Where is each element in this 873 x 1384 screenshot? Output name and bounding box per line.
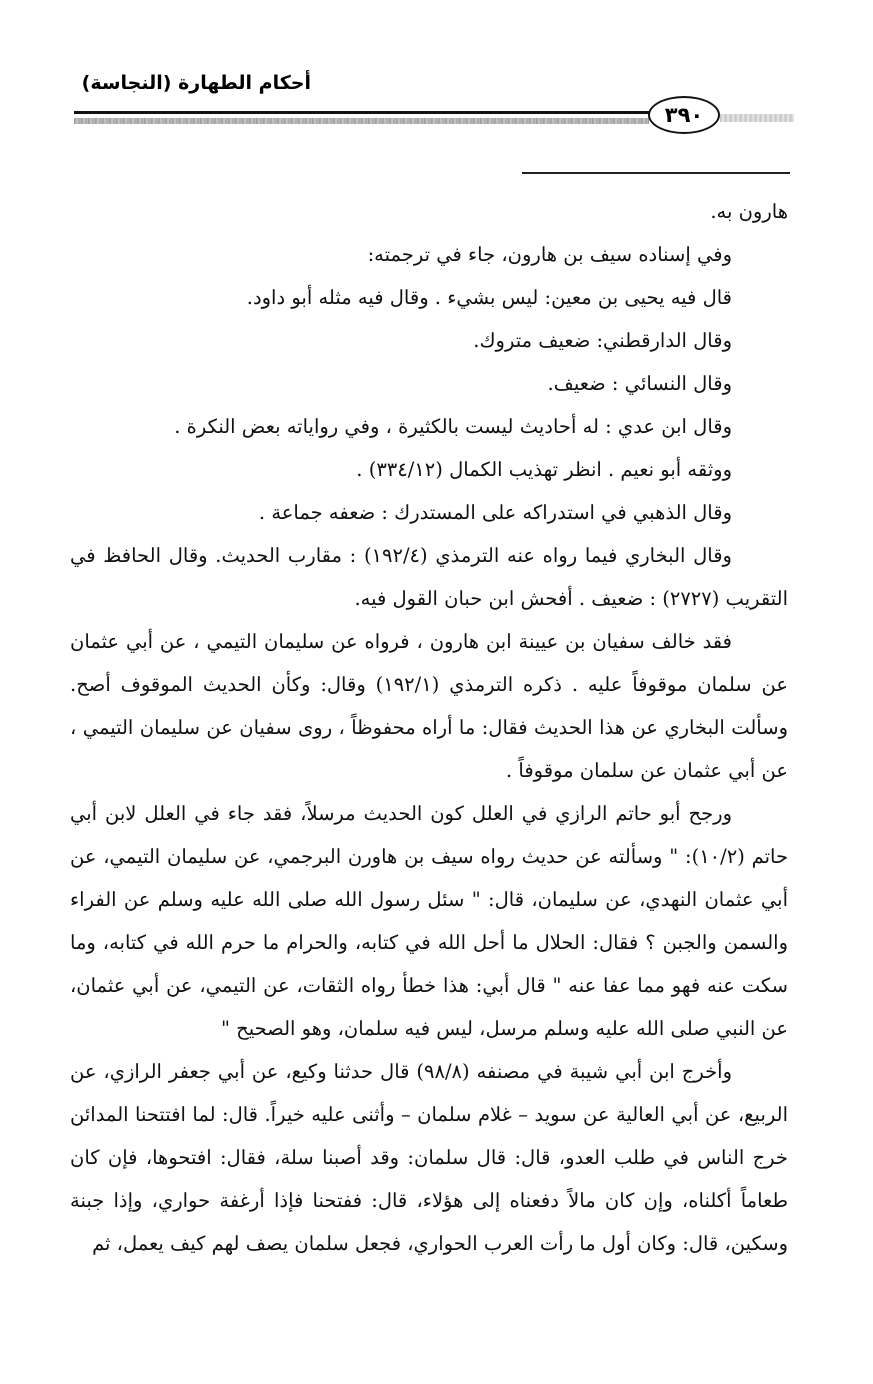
header-rule-decoration [74, 118, 649, 124]
paragraph: وقال النسائي : ضعيف. [547, 372, 732, 395]
paragraph: وأخرج ابن أبي شيبة في مصنفه (٩٨/٨) قال حدثنا وكيع، عن أبي جعفر الرازي، عن الربيع، عن أبي العالية عن سويد – غلام سلمان – وأثنى عليه خيراً. قال: لما افتتحنا المدائن خرج الناس في طلب العدو، قال: قال سلمان: وقد أصبنا سلة، فقال: افتحوها، فإن كان طعاماً أكلناه، وإن كان مالاً دفعناه إلى هؤلاء، قال: ففتحنا فإذا أرغفة حواري، وإذا جبنة وسكين، قال: وكان أول ما رأت العرب الحواري، فجعل سلمان يصف لهم كيف يعمل، ثم [70, 1060, 788, 1255]
paragraph: وقال الذهبي في استدراكه على المستدرك : ضعفه جماعة . [258, 501, 732, 524]
book-title: أحكام الطهارة (النجاسة) [81, 72, 311, 94]
paragraph: قال فيه يحيى بن معين: ليس بشيء . وقال فيه مثله أبو داود. [246, 286, 732, 309]
paragraph: ورجح أبو حاتم الرازي في العلل كون الحديث مرسلاً، فقد جاء في العلل لابن أبي حاتم (١٠/٢): " وسألته عن حديث رواه سيف بن هاورن البرجمي، عن سليمان التيمي، عن أبي عثمان النهدي، عن سليمان، قال: " سئل رسول الله صلى الله عليه وسلم عن الفراء والسمن والجبن ؟ فقال: الحلال ما أحل الله في كتابه، والحرام ما حرم الله في كتابه، وما سكت عنه فهو مما عفا عنه " قال أبي: هذا خطأ رواه الثقات، عن التيمي، عن أبي عثمان، عن النبي صلى الله عليه وسلم مرسل، ليس فيه سلمان، وهو الصحيح " [70, 802, 788, 1040]
page-header [0, 0, 873, 140]
paragraph: وقال البخاري فيما رواه عنه الترمذي (١٩٢/٤) : مقارب الحديث. وقال الحافظ في التقريب (٢٧٢٧) : ضعيف . أفحش ابن حبان القول فيه. [70, 544, 788, 610]
paragraph: وقال ابن عدي : له أحاديث ليست بالكثيرة ، وفي رواياته بعض النكرة . [174, 415, 732, 438]
footnote-separator [522, 172, 790, 174]
paragraph: وقال الدارقطني: ضعيف متروك. [473, 329, 732, 352]
paragraph: وفي إسناده سيف بن هارون، جاء في ترجمته: [367, 243, 732, 266]
page-number: ٣٩٠ [664, 102, 704, 127]
body-text [70, 190, 788, 1265]
page-number-badge [648, 96, 720, 134]
paragraph: هارون به. [710, 200, 788, 223]
paragraph: فقد خالف سفيان بن عيينة ابن هارون ، فرواه عن سليمان التيمي ، عن أبي عثمان عن سلمان موقوفاً عليه . ذكره الترمذي (١٩٢/١) وقال: وكأن الحديث الموقوف أصح. وسألت البخاري عن هذا الحديث فقال: ما أراه محفوظاً ، روى سفيان عن سليمان التيمي ، عن أبي عثمان عن سلمان موقوفاً . [70, 630, 788, 782]
header-rule [74, 111, 649, 114]
header-rule-decoration-right [720, 114, 794, 122]
paragraph: ووثقه أبو نعيم . انظر تهذيب الكمال (٣٣٤/١٢) . [356, 458, 732, 481]
